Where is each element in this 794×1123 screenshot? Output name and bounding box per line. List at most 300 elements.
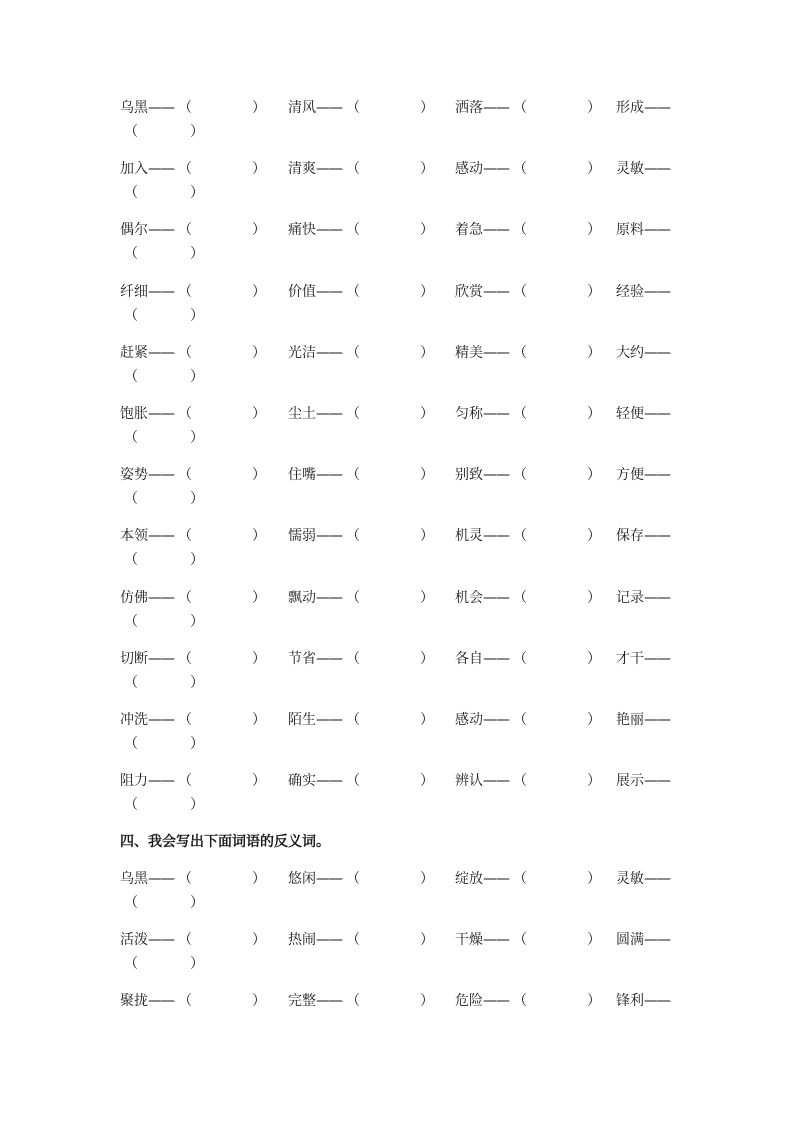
dash-separator: —— [148, 773, 174, 790]
answer-blank-close: ） [252, 344, 266, 361]
word-item [616, 345, 670, 361]
answer-blank-open[interactable]: （ [178, 993, 192, 1010]
word-item [455, 932, 601, 949]
word-item [288, 650, 434, 667]
answer-blank-close: ） [252, 100, 266, 116]
dash-separator: —— [483, 528, 509, 545]
answer-blank-wrapped[interactable] [124, 674, 204, 691]
word-item [288, 222, 434, 239]
word-label: 价值 [288, 283, 316, 300]
answer-blank-open[interactable]: （ [513, 467, 527, 484]
dash-separator: —— [644, 589, 670, 606]
answer-blank-open: （ [124, 246, 138, 263]
word-item [288, 161, 434, 178]
answer-blank-close: ） [252, 773, 266, 790]
answer-blank-close: ） [420, 161, 434, 178]
answer-blank-close: ） [587, 993, 601, 1010]
answer-blank-open[interactable]: （ [513, 100, 527, 116]
section1-row [0, 528, 794, 576]
word-item [616, 651, 670, 667]
word-label: 别致 [455, 467, 483, 484]
section1-row [0, 467, 794, 515]
answer-blank-close: ） [420, 589, 434, 606]
section1-row [0, 222, 794, 270]
dash-separator: —— [483, 467, 509, 484]
word-item [455, 283, 601, 300]
dash-separator: —— [316, 712, 342, 728]
word-label: 饱胀 [120, 406, 148, 422]
dash-separator: —— [316, 528, 342, 545]
answer-blank-open[interactable]: （ [513, 528, 527, 545]
section1-row [0, 590, 794, 638]
word-label: 机灵 [455, 528, 483, 545]
answer-blank-close: ） [420, 932, 434, 949]
word-item [455, 222, 601, 239]
word-item [288, 871, 434, 887]
section1-row [0, 345, 794, 393]
answer-blank-close: ） [252, 589, 266, 606]
dash-separator: —— [148, 344, 174, 361]
answer-blank-close: ） [420, 467, 434, 484]
answer-blank-open: （ [124, 895, 138, 911]
dash-separator: —— [316, 993, 342, 1010]
dash-separator: —— [316, 344, 342, 361]
dash-separator: —— [316, 406, 342, 422]
word-item [455, 650, 601, 667]
word-item [455, 993, 601, 1010]
answer-blank-close: ） [190, 185, 204, 202]
answer-blank-close: ） [252, 222, 266, 239]
word-item [455, 467, 601, 484]
word-item [455, 773, 601, 790]
word-item [616, 284, 670, 300]
answer-blank-open[interactable]: （ [346, 467, 360, 484]
answer-blank-open: （ [124, 736, 138, 752]
dash-separator: —— [148, 932, 174, 949]
answer-blank-open[interactable]: （ [178, 932, 192, 949]
answer-blank-open[interactable]: （ [513, 161, 527, 178]
word-label: 记录 [616, 589, 644, 606]
word-label: 机会 [455, 589, 483, 606]
dash-separator: —— [483, 773, 509, 790]
dash-separator: —— [148, 712, 174, 728]
answer-blank-wrapped[interactable] [124, 430, 204, 446]
answer-blank-open[interactable]: （ [178, 406, 192, 422]
word-item [616, 773, 670, 789]
word-item [616, 590, 670, 606]
answer-blank-close: ） [252, 467, 266, 484]
answer-blank-open[interactable]: （ [178, 589, 192, 606]
word-label: 精美 [455, 344, 483, 361]
answer-blank-close: ） [190, 797, 204, 814]
answer-blank-open[interactable]: （ [346, 993, 360, 1010]
word-label: 清爽 [288, 161, 316, 178]
word-label: 圆满 [616, 932, 644, 949]
section4-row [0, 871, 794, 919]
word-label: 形成 [616, 100, 644, 116]
answer-blank-close: ） [587, 773, 601, 790]
word-label: 艳丽 [616, 712, 644, 728]
answer-blank-open[interactable]: （ [346, 712, 360, 728]
answer-blank-wrapped[interactable] [124, 552, 204, 569]
answer-blank-close: ） [420, 528, 434, 545]
word-label: 经验 [616, 283, 644, 300]
answer-blank-close: ） [420, 344, 434, 361]
answer-blank-open[interactable]: （ [346, 222, 360, 239]
answer-blank-open[interactable]: （ [513, 650, 527, 667]
word-item [616, 932, 670, 948]
word-label: 危险 [455, 993, 483, 1010]
word-label: 方便 [616, 467, 644, 484]
answer-blank-open[interactable]: （ [513, 344, 527, 361]
answer-blank-open: （ [124, 491, 138, 508]
word-item [120, 100, 266, 116]
dash-separator: —— [644, 344, 670, 361]
word-label: 热闹 [288, 932, 316, 949]
word-label: 光洁 [288, 344, 316, 361]
answer-blank-close: ） [420, 773, 434, 790]
word-label: 住嘴 [288, 467, 316, 484]
dash-separator: —— [483, 932, 509, 949]
dash-separator: —— [483, 993, 509, 1010]
word-item [288, 406, 434, 422]
answer-blank-close: ） [252, 161, 266, 178]
word-item [288, 712, 434, 728]
dash-separator: —— [483, 871, 509, 887]
answer-blank-open: （ [124, 124, 138, 140]
answer-blank-close: ） [252, 528, 266, 545]
answer-blank-open: （ [124, 797, 138, 814]
answer-blank-wrapped[interactable] [124, 307, 204, 324]
word-label: 各自 [455, 650, 483, 667]
answer-blank-open[interactable]: （ [346, 406, 360, 422]
answer-blank-open: （ [124, 307, 138, 324]
word-item [120, 993, 266, 1010]
answer-blank-open[interactable]: （ [346, 161, 360, 178]
word-item [120, 222, 266, 239]
answer-blank-open[interactable]: （ [513, 712, 527, 728]
word-item [616, 871, 670, 887]
answer-blank-open[interactable]: （ [346, 283, 360, 300]
answer-blank-close: ） [190, 430, 204, 446]
word-item [616, 161, 670, 177]
word-item [616, 100, 670, 116]
word-label: 悠闲 [288, 871, 316, 887]
word-label: 加入 [120, 161, 148, 178]
answer-blank-wrapped[interactable] [124, 368, 204, 385]
section1-row [0, 284, 794, 332]
section-heading: 四、我会写出下面词语的反义词。 [120, 834, 330, 850]
answer-blank-close: ） [252, 406, 266, 422]
word-label: 原料 [616, 222, 644, 239]
section1-row [0, 773, 794, 821]
answer-blank-open[interactable]: （ [178, 871, 192, 887]
word-label: 尘土 [288, 406, 316, 422]
word-label: 乌黑 [120, 871, 148, 887]
word-item [616, 993, 670, 1009]
dash-separator: —— [316, 589, 342, 606]
answer-blank-open[interactable]: （ [178, 467, 192, 484]
word-label: 感动 [455, 712, 483, 728]
word-item [120, 344, 266, 361]
answer-blank-open[interactable]: （ [178, 283, 192, 300]
dash-separator: —— [316, 161, 342, 178]
answer-blank-open[interactable]: （ [346, 650, 360, 667]
answer-blank-wrapped[interactable] [124, 491, 204, 508]
word-label: 洒落 [455, 100, 483, 116]
word-label: 保存 [616, 528, 644, 545]
answer-blank-close: ） [252, 932, 266, 949]
answer-blank-open[interactable]: （ [513, 773, 527, 790]
answer-blank-close: ） [587, 528, 601, 545]
answer-blank-close: ） [587, 467, 601, 484]
word-item [120, 406, 266, 422]
answer-blank-open: （ [124, 368, 138, 385]
word-item [288, 344, 434, 361]
answer-blank-wrapped[interactable] [124, 956, 204, 973]
word-item [120, 712, 266, 728]
word-item [288, 528, 434, 545]
answer-blank-open[interactable]: （ [346, 589, 360, 606]
word-label: 仿佛 [120, 589, 148, 606]
answer-blank-open[interactable]: （ [346, 528, 360, 545]
word-label: 锋利 [616, 993, 644, 1010]
answer-blank-wrapped[interactable] [124, 736, 204, 752]
answer-blank-open[interactable]: （ [178, 161, 192, 178]
dash-separator: —— [483, 283, 509, 300]
word-label: 灵敏 [616, 871, 644, 887]
answer-blank-open: （ [124, 430, 138, 446]
answer-blank-open: （ [124, 956, 138, 973]
answer-blank-close: ） [420, 222, 434, 239]
word-item [616, 406, 670, 422]
dash-separator: —— [644, 650, 670, 667]
dash-separator: —— [483, 344, 509, 361]
dash-separator: —— [644, 712, 670, 728]
answer-blank-close: ） [587, 100, 601, 116]
answer-blank-wrapped[interactable] [124, 124, 204, 140]
word-item [120, 871, 266, 887]
dash-separator: —— [148, 406, 174, 422]
answer-blank-open[interactable]: （ [178, 773, 192, 790]
answer-blank-open[interactable]: （ [513, 406, 527, 422]
answer-blank-open[interactable]: （ [346, 871, 360, 887]
word-label: 本领 [120, 528, 148, 545]
word-label: 才干 [616, 650, 644, 667]
dash-separator: —— [148, 528, 174, 545]
word-label: 偶尔 [120, 222, 148, 239]
word-label: 欣赏 [455, 283, 483, 300]
word-item [455, 589, 601, 606]
word-item [455, 871, 601, 887]
dash-separator: —— [483, 712, 509, 728]
word-item [288, 932, 434, 949]
word-label: 干燥 [455, 932, 483, 949]
word-item [616, 528, 670, 544]
word-label: 着急 [455, 222, 483, 239]
section1-row [0, 651, 794, 699]
section1-row [0, 161, 794, 209]
dash-separator: —— [316, 871, 342, 887]
dash-separator: —— [148, 283, 174, 300]
word-label: 展示 [616, 773, 644, 790]
word-label: 姿势 [120, 467, 148, 484]
answer-blank-close: ） [190, 307, 204, 324]
answer-blank-wrapped[interactable] [124, 895, 204, 911]
dash-separator: —— [316, 773, 342, 790]
answer-blank-close: ） [587, 283, 601, 300]
answer-blank-open[interactable]: （ [346, 932, 360, 949]
word-item [120, 650, 266, 667]
answer-blank-open: （ [124, 674, 138, 691]
answer-blank-close: ） [190, 552, 204, 569]
word-label: 阻力 [120, 773, 148, 790]
answer-blank-close: ） [252, 871, 266, 887]
answer-blank-open[interactable]: （ [513, 871, 527, 887]
word-item [288, 467, 434, 484]
answer-blank-close: ） [190, 368, 204, 385]
word-label: 懦弱 [288, 528, 316, 545]
dash-separator: —— [644, 528, 670, 545]
answer-blank-open[interactable]: （ [513, 283, 527, 300]
word-label: 匀称 [455, 406, 483, 422]
word-item [120, 467, 266, 484]
answer-blank-open: （ [124, 552, 138, 569]
dash-separator: —— [148, 993, 174, 1010]
answer-blank-close: ） [587, 222, 601, 239]
answer-blank-close: ） [190, 491, 204, 508]
word-label: 感动 [455, 161, 483, 178]
answer-blank-close: ） [252, 650, 266, 667]
answer-blank-close: ） [587, 650, 601, 667]
word-label: 痛快 [288, 222, 316, 239]
answer-blank-wrapped[interactable] [124, 246, 204, 263]
word-label: 飘动 [288, 589, 316, 606]
word-label: 乌黑 [120, 100, 148, 116]
dash-separator: —— [148, 589, 174, 606]
word-item [120, 283, 266, 300]
word-item [455, 712, 601, 728]
dash-separator: —— [148, 467, 174, 484]
answer-blank-open[interactable]: （ [346, 344, 360, 361]
answer-blank-close: ） [420, 650, 434, 667]
answer-blank-open[interactable]: （ [346, 100, 360, 116]
section4-row [0, 993, 794, 1041]
answer-blank-close: ） [587, 344, 601, 361]
dash-separator: —— [644, 773, 670, 790]
word-label: 切断 [120, 650, 148, 667]
answer-blank-close: ） [252, 712, 266, 728]
answer-blank-open[interactable]: （ [346, 773, 360, 790]
answer-blank-close: ） [420, 100, 434, 116]
word-label: 纤细 [120, 283, 148, 300]
dash-separator: —— [483, 589, 509, 606]
answer-blank-open[interactable]: （ [178, 222, 192, 239]
word-item [455, 406, 601, 422]
dash-separator: —— [483, 222, 509, 239]
answer-blank-close: ） [252, 993, 266, 1010]
answer-blank-open[interactable]: （ [513, 932, 527, 949]
dash-separator: —— [644, 467, 670, 484]
section1-row [0, 712, 794, 760]
answer-blank-open[interactable]: （ [178, 528, 192, 545]
answer-blank-open[interactable]: （ [178, 100, 192, 116]
dash-separator: —— [483, 100, 509, 116]
answer-blank-close: ） [190, 956, 204, 973]
word-item [616, 222, 670, 238]
answer-blank-close: ） [190, 895, 204, 911]
dash-separator: —— [316, 100, 342, 116]
word-item [288, 589, 434, 606]
answer-blank-close: ） [587, 406, 601, 422]
answer-blank-close: ） [420, 712, 434, 728]
dash-separator: —— [644, 932, 670, 949]
dash-separator: —— [316, 222, 342, 239]
word-label: 完整 [288, 993, 316, 1010]
word-label: 活泼 [120, 932, 148, 949]
dash-separator: —— [148, 100, 174, 116]
section1-row [0, 100, 794, 148]
dash-separator: —— [644, 993, 670, 1010]
answer-blank-close: ） [420, 871, 434, 887]
answer-blank-close: ） [420, 283, 434, 300]
word-label: 赶紧 [120, 344, 148, 361]
answer-blank-wrapped[interactable] [124, 613, 204, 630]
answer-blank-open: （ [124, 613, 138, 630]
answer-blank-open[interactable]: （ [178, 712, 192, 728]
word-item [616, 467, 670, 483]
word-label: 轻便 [616, 406, 644, 422]
answer-blank-close: ） [190, 246, 204, 263]
dash-separator: —— [148, 650, 174, 667]
answer-blank-close: ） [587, 871, 601, 887]
word-item [455, 161, 601, 178]
section4-row [0, 932, 794, 980]
answer-blank-close: ） [190, 674, 204, 691]
answer-blank-open[interactable]: （ [513, 993, 527, 1010]
answer-blank-open[interactable]: （ [178, 650, 192, 667]
answer-blank-open[interactable]: （ [513, 222, 527, 239]
answer-blank-close: ） [190, 124, 204, 140]
dash-separator: —— [483, 650, 509, 667]
answer-blank-wrapped[interactable] [124, 797, 204, 814]
dash-separator: —— [644, 871, 670, 887]
dash-separator: —— [483, 161, 509, 178]
word-label: 绽放 [455, 871, 483, 887]
word-item [288, 993, 434, 1010]
word-label: 陌生 [288, 712, 316, 728]
word-item [616, 712, 670, 728]
word-item [120, 528, 266, 545]
word-label: 冲洗 [120, 712, 148, 728]
dash-separator: —— [316, 467, 342, 484]
answer-blank-wrapped[interactable] [124, 185, 204, 202]
word-item [288, 283, 434, 300]
answer-blank-close: ） [420, 406, 434, 422]
word-label: 大约 [616, 344, 644, 361]
section1-row [0, 406, 794, 454]
answer-blank-close: ） [587, 161, 601, 178]
answer-blank-open[interactable]: （ [178, 344, 192, 361]
word-item [120, 161, 266, 178]
answer-blank-open: （ [124, 185, 138, 202]
answer-blank-open[interactable]: （ [513, 589, 527, 606]
word-label: 聚拢 [120, 993, 148, 1010]
word-item [120, 773, 266, 790]
dash-separator: —— [644, 161, 670, 178]
dash-separator: —— [644, 283, 670, 300]
word-item [288, 100, 434, 116]
